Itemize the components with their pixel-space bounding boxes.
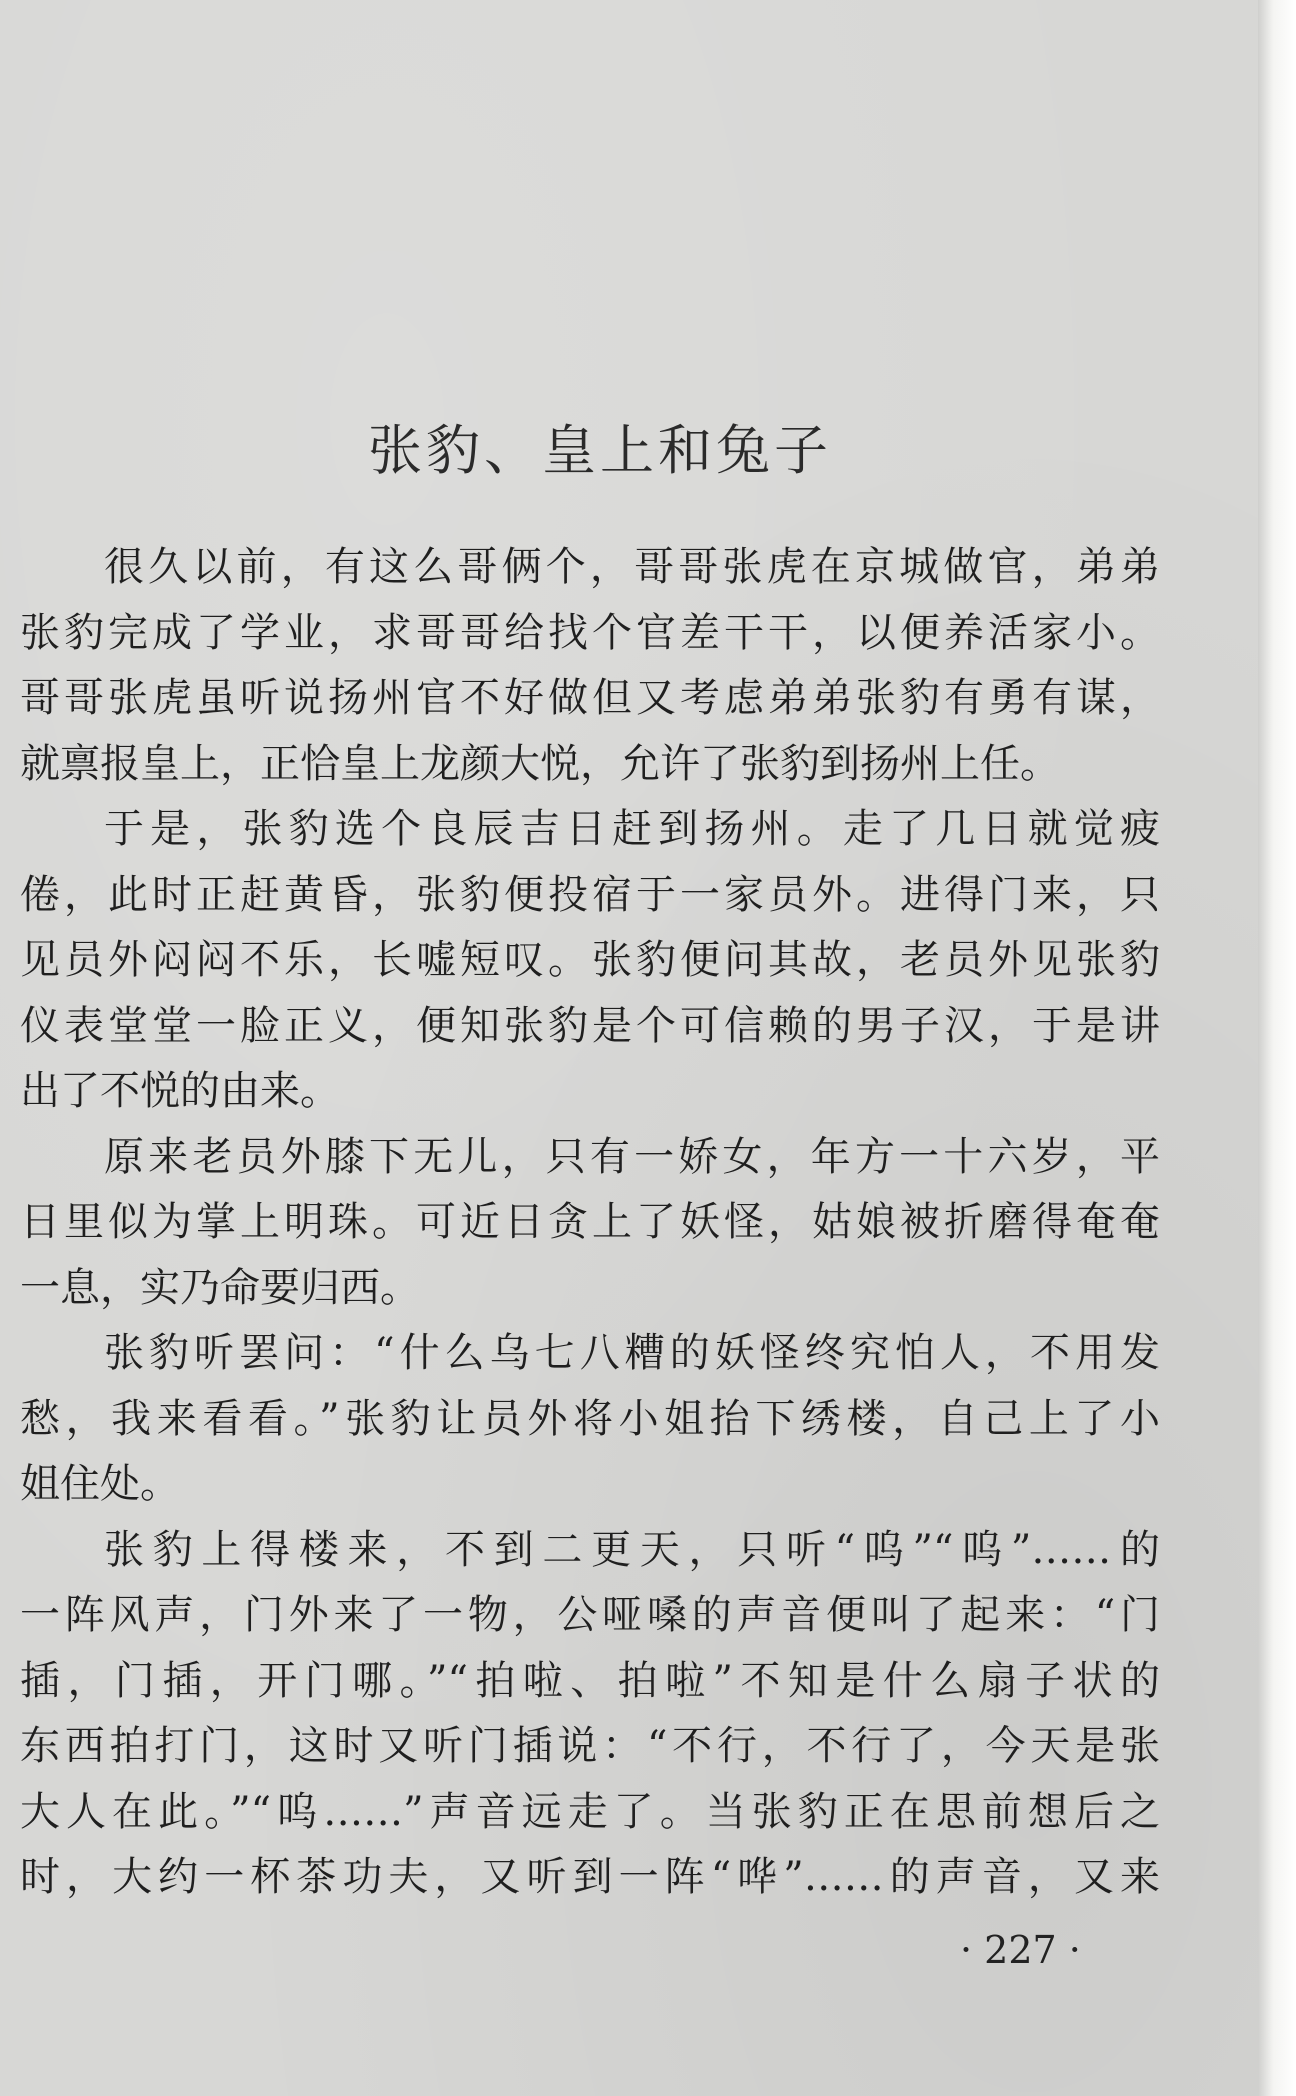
text-line: 大人在此。”“呜……”声音远走了。当张豹正在思前想后之 bbox=[20, 1788, 1160, 1835]
text-line: 张豹上得楼来，不到二更天，只听“呜”“呜”……的 bbox=[104, 1526, 1160, 1573]
text-line: 张豹听罢问：“什么乌七八糟的妖怪终究怕人，不用发 bbox=[104, 1330, 1160, 1376]
body-text bbox=[20, 535, 1160, 1911]
text-line: 一阵风声，门外来了一物，公哑嗓的声音便叫了起来：“门 bbox=[20, 1592, 1160, 1638]
page-edge bbox=[1258, 0, 1296, 2096]
text-line: 出了不悦的由来。 bbox=[20, 1068, 340, 1114]
page-number: · 227 · bbox=[960, 1928, 1081, 1972]
text-line: 很久以前，有这么哥俩个，哥哥张虎在京城做官，弟弟 bbox=[104, 544, 1160, 590]
text-line: 东西拍打门，这时又听门插说：“不行，不行了，今天是张 bbox=[20, 1723, 1160, 1769]
text-line: 一息，实乃命要归西。 bbox=[20, 1264, 420, 1311]
chapter-title: 张豹、皇上和兔子 bbox=[368, 419, 832, 482]
text-line: 仪表堂堂一脸正义，便知张豹是个可信赖的男子汉，于是讲 bbox=[20, 1002, 1160, 1049]
text-line: 日里似为掌上明珠。可近日贪上了妖怪，姑娘被折磨得奄奄 bbox=[20, 1199, 1160, 1245]
text-line: 愁，我来看看。”张豹让员外将小姐抬下绣楼，自己上了小 bbox=[20, 1395, 1160, 1442]
text-line: 就禀报皇上，正恰皇上龙颜大悦，允许了张豹到扬州上任。 bbox=[20, 740, 1060, 787]
text-line: 时，大约一杯茶功夫，又听到一阵“哗”……的声音，又来 bbox=[20, 1854, 1160, 1900]
text-line: 张豹完成了学业，求哥哥给找个官差干干，以便养活家小。 bbox=[20, 609, 1160, 656]
text-line: 于是，张豹选个良辰吉日赶到扬州。走了几日就觉疲 bbox=[104, 806, 1160, 852]
text-line: 姐住处。 bbox=[20, 1461, 180, 1507]
text-line: 插，门插，开门哪。”“拍啦、拍啦”不知是什么扇子状的 bbox=[20, 1657, 1160, 1704]
text-line: 原来老员外膝下无儿，只有一娇女，年方一十六岁，平 bbox=[104, 1133, 1160, 1180]
text-line: 哥哥张虎虽听说扬州官不好做但又考虑弟弟张豹有勇有谋， bbox=[20, 675, 1160, 721]
text-line: 见员外闷闷不乐，长嘘短叹。张豹便问其故，老员外见张豹 bbox=[20, 937, 1160, 983]
text-line: 倦，此时正赶黄昏，张豹便投宿于一家员外。进得门来，只 bbox=[20, 871, 1160, 918]
